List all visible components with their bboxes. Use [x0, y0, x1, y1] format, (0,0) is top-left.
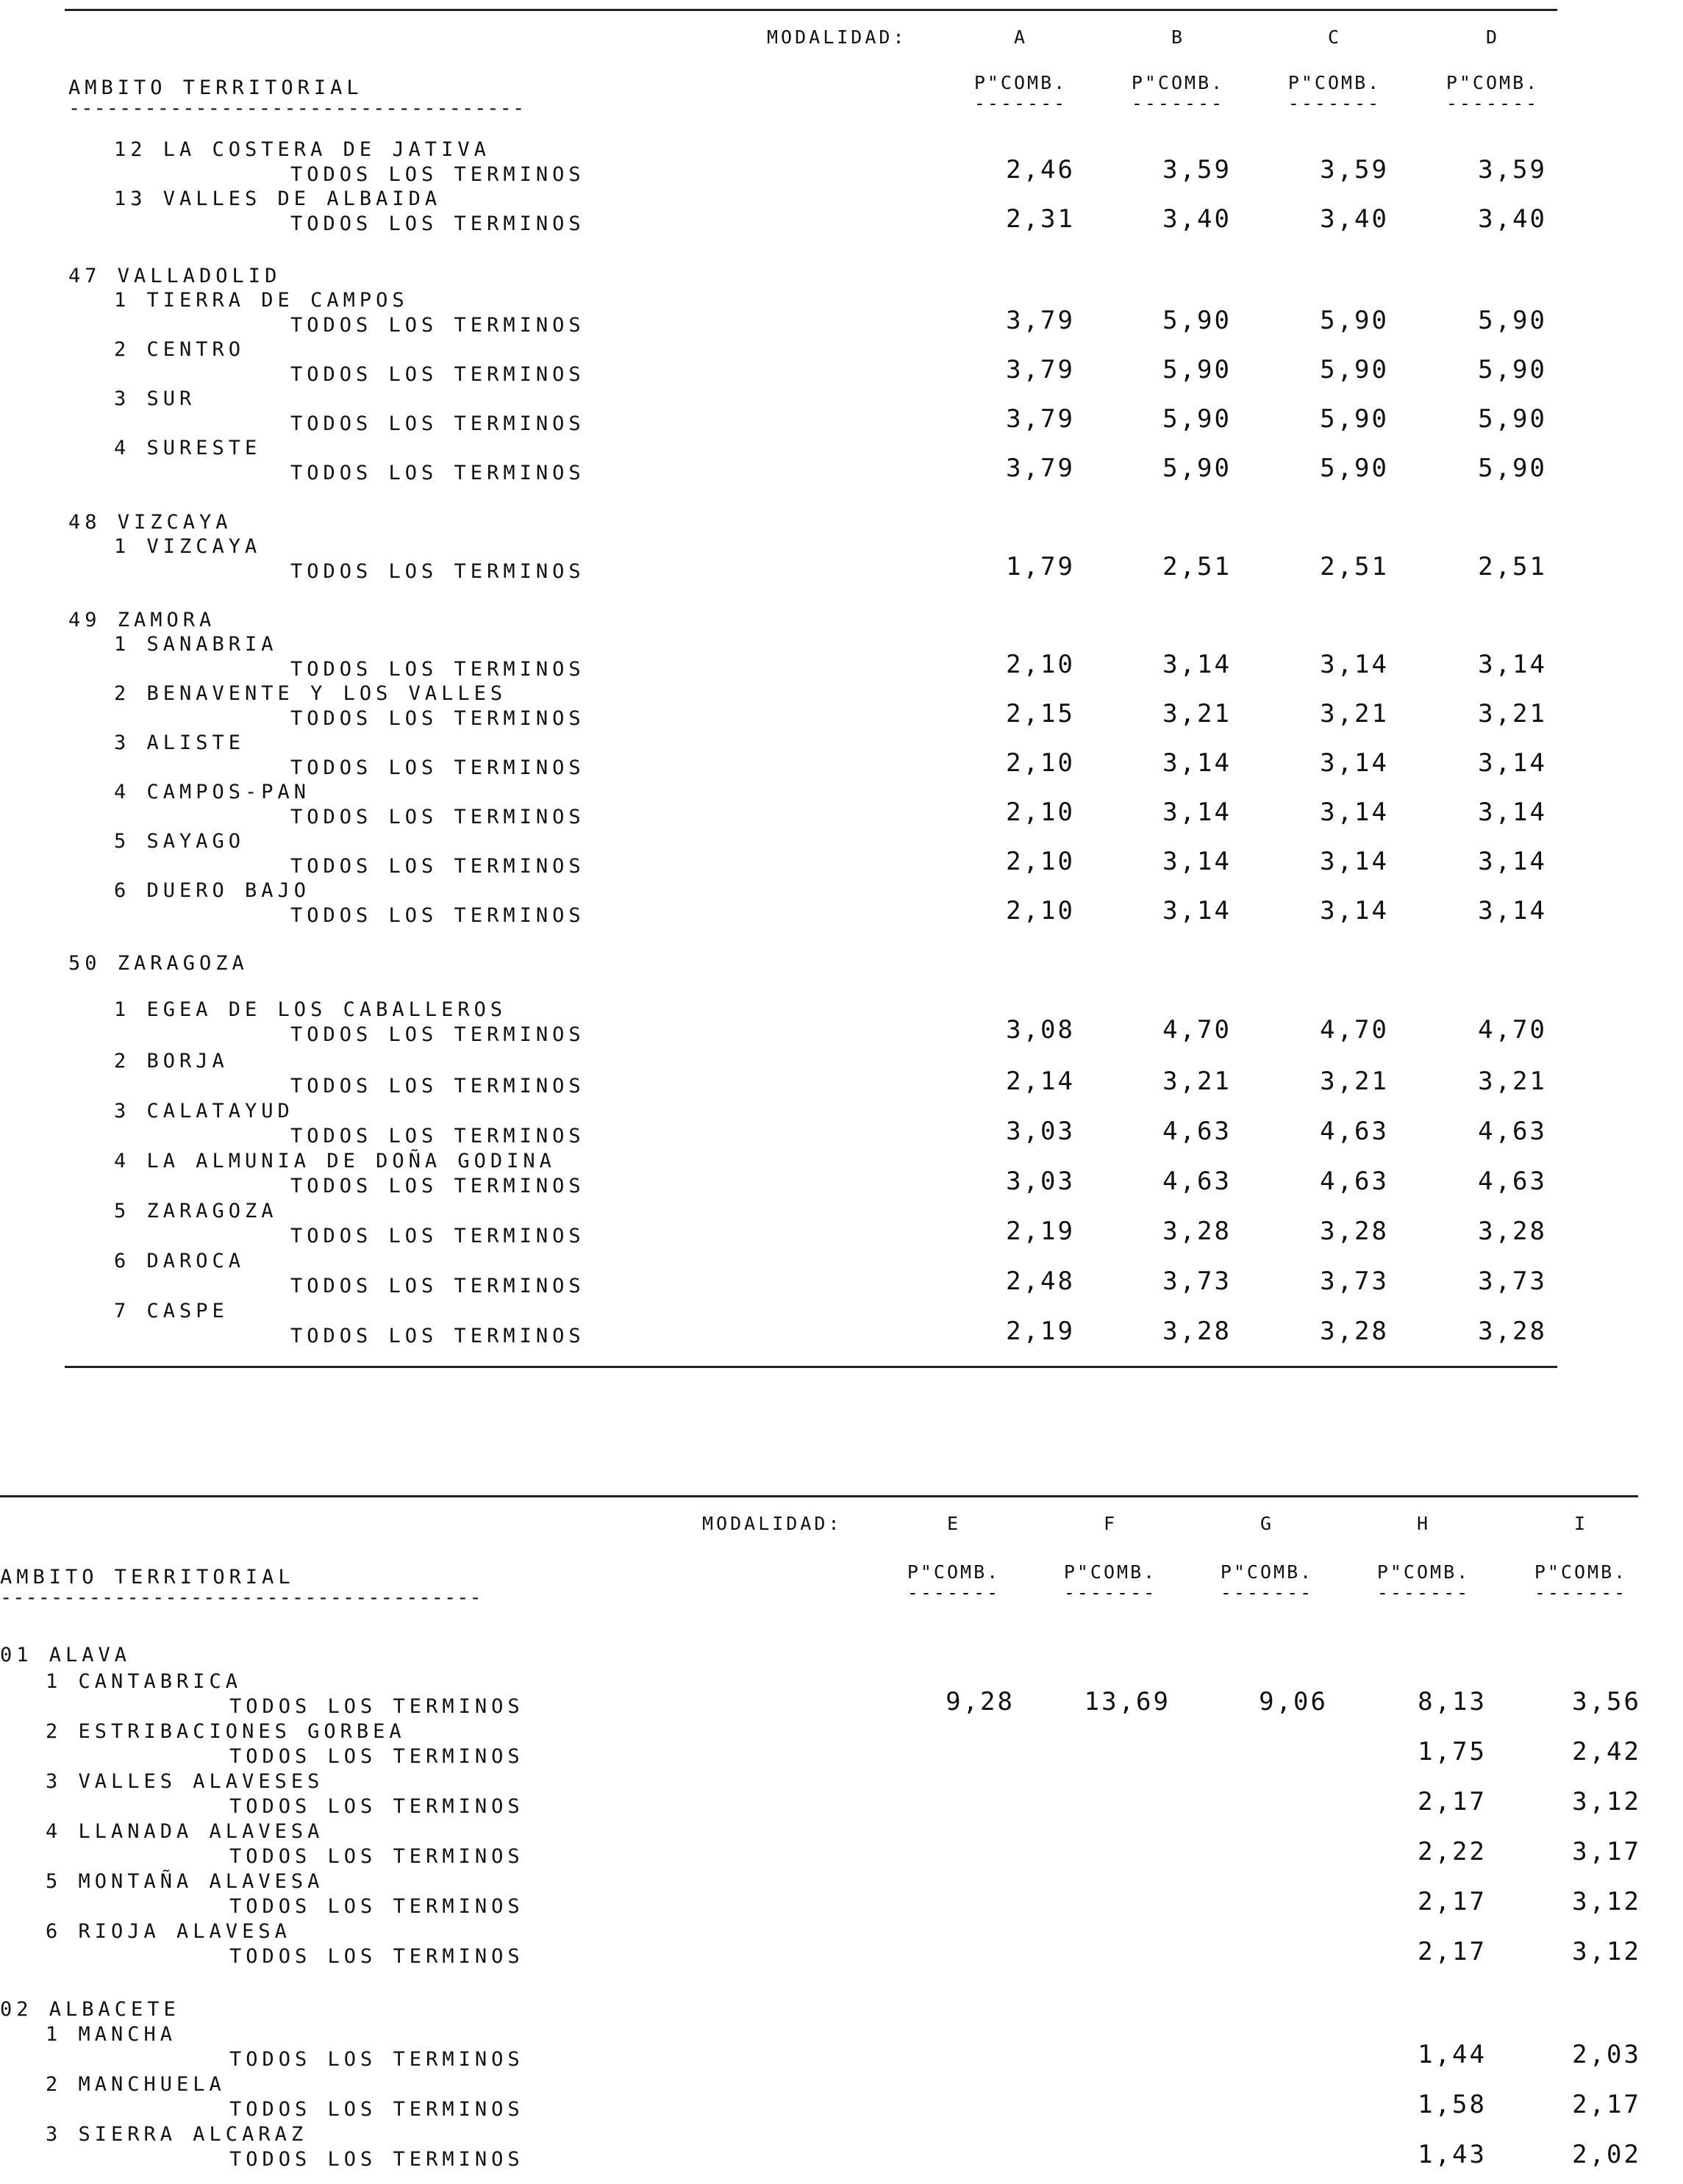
premium-value: 3,14 — [1478, 798, 1547, 827]
premium-value: 2,10 — [1006, 847, 1075, 876]
premium-value: 2,19 — [1006, 1317, 1075, 1346]
premium-value: 3,12 — [1572, 1887, 1641, 1916]
terminos-label: TODOS LOS TERMINOS — [290, 1325, 585, 1347]
premium-value: 3,21 — [1320, 1067, 1389, 1096]
province-label: 49 ZAMORA — [68, 609, 216, 631]
premium-value: 3,12 — [1572, 1787, 1641, 1816]
comarca-label: 1 CANTABRICA — [46, 1670, 243, 1693]
terminos-label: TODOS LOS TERMINOS — [290, 212, 585, 235]
premium-value: 3,28 — [1320, 1217, 1389, 1246]
comarca-label: 1 SANABRIA — [114, 633, 278, 656]
premium-value: 3,79 — [1006, 355, 1075, 384]
modalidad-letter: I — [1573, 1513, 1588, 1534]
premium-value: 3,28 — [1320, 1317, 1389, 1346]
comarca-label: 2 BORJA — [114, 1050, 229, 1073]
terminos-label: TODOS LOS TERMINOS — [290, 412, 585, 435]
premium-value: 3,14 — [1320, 896, 1389, 925]
bottom-rule — [65, 1366, 1557, 1368]
terminos-label: TODOS LOS TERMINOS — [290, 163, 585, 186]
modalidad-letter: E — [946, 1513, 961, 1534]
modalidad-label: MODALIDAD: — [767, 26, 907, 48]
column-header: P"COMB. — [1220, 1561, 1314, 1583]
premium-value: 2,22 — [1418, 1837, 1487, 1866]
terminos-label: TODOS LOS TERMINOS — [290, 855, 585, 878]
premium-value: 3,73 — [1162, 1267, 1232, 1296]
premium-value: 5,90 — [1320, 355, 1389, 384]
premium-value: 4,63 — [1320, 1167, 1389, 1196]
column-header-underline: ------- — [1446, 93, 1540, 114]
column-header-underline: ------- — [1287, 93, 1382, 114]
comarca-label: 7 CASPE — [114, 1300, 229, 1322]
premium-value: 9,06 — [1259, 1687, 1328, 1716]
premium-value: 3,03 — [1006, 1167, 1075, 1196]
comarca-label: 6 RIOJA ALAVESA — [46, 1920, 291, 1943]
premium-value: 4,70 — [1320, 1015, 1389, 1045]
premium-value: 3,17 — [1572, 1837, 1641, 1866]
comarca-label: 4 SURESTE — [114, 437, 262, 459]
premium-value: 2,42 — [1572, 1737, 1641, 1766]
modalidad-letter: G — [1259, 1513, 1274, 1534]
comarca-label: 2 BENAVENTE Y LOS VALLES — [114, 682, 507, 705]
terminos-label: TODOS LOS TERMINOS — [290, 1275, 585, 1297]
premium-value: 3,14 — [1320, 847, 1389, 876]
terminos-label: TODOS LOS TERMINOS — [229, 1795, 524, 1818]
premium-value: 3,28 — [1162, 1317, 1232, 1346]
column-header-underline: ------- — [1131, 93, 1225, 114]
terminos-label: TODOS LOS TERMINOS — [229, 2098, 524, 2121]
premium-value: 3,59 — [1162, 155, 1232, 185]
premium-value: 3,40 — [1162, 204, 1232, 234]
terminos-label: TODOS LOS TERMINOS — [229, 2148, 524, 2171]
comarca-label: 6 DAROCA — [114, 1250, 246, 1272]
modalidad-letter: D — [1485, 26, 1500, 48]
premium-value: 3,08 — [1006, 1015, 1075, 1045]
premium-value: 3,79 — [1006, 404, 1075, 434]
premium-value: 1,79 — [1006, 552, 1075, 581]
premium-value: 3,28 — [1478, 1217, 1547, 1246]
premium-value: 2,51 — [1320, 552, 1389, 581]
premium-value: 3,79 — [1006, 454, 1075, 483]
premium-value: 2,46 — [1006, 155, 1075, 185]
premium-value: 3,14 — [1478, 896, 1547, 925]
column-header-underline: ------- — [973, 93, 1068, 114]
premium-value: 2,14 — [1006, 1067, 1075, 1096]
premium-value: 3,21 — [1478, 1067, 1547, 1096]
terminos-label: TODOS LOS TERMINOS — [290, 560, 585, 583]
terminos-label: TODOS LOS TERMINOS — [290, 658, 585, 681]
terminos-label: TODOS LOS TERMINOS — [229, 1945, 524, 1968]
premium-value: 3,12 — [1572, 1937, 1641, 1966]
premium-value: 3,03 — [1006, 1117, 1075, 1146]
comarca-label: 12 LA COSTERA DE JATIVA — [114, 138, 490, 161]
comarca-label: 3 SIERRA ALCARAZ — [46, 2123, 308, 2146]
premium-value: 3,14 — [1162, 650, 1232, 679]
ambito-territorial-heading: AMBITO TERRITORIAL — [0, 1566, 295, 1589]
premium-value: 2,51 — [1162, 552, 1232, 581]
premium-value: 5,90 — [1162, 454, 1232, 483]
province-label: 02 ALBACETE — [0, 1998, 180, 2021]
premium-value: 1,44 — [1418, 2040, 1487, 2069]
comarca-label: 4 LA ALMUNIA DE DOÑA GODINA — [114, 1150, 556, 1172]
column-header-underline: ------- — [1534, 1582, 1628, 1603]
premium-value: 3,14 — [1162, 896, 1232, 925]
premium-value: 3,14 — [1162, 798, 1232, 827]
comarca-label: 2 ESTRIBACIONES GORBEA — [46, 1720, 406, 1743]
province-label: 48 VIZCAYA — [68, 511, 232, 534]
column-header-underline: ------- — [1063, 1582, 1157, 1603]
comarca-label: 1 MANCHA — [46, 2023, 177, 2046]
premium-value: 5,90 — [1320, 306, 1389, 335]
comarca-label: 5 MONTAÑA ALAVESA — [46, 1870, 324, 1893]
column-header-underline: ------- — [1220, 1582, 1314, 1603]
province-label: 01 ALAVA — [0, 1644, 132, 1666]
column-header-underline: ------- — [907, 1582, 1001, 1603]
premium-value: 4,63 — [1478, 1117, 1547, 1146]
premium-value: 2,19 — [1006, 1217, 1075, 1246]
premium-value: 3,14 — [1162, 748, 1232, 778]
premium-value: 4,63 — [1320, 1117, 1389, 1146]
premium-value: 3,21 — [1320, 699, 1389, 728]
comarca-label: 3 SUR — [114, 387, 196, 410]
premium-value: 8,13 — [1418, 1687, 1487, 1716]
premium-value: 3,14 — [1320, 650, 1389, 679]
premium-value: 5,90 — [1478, 404, 1547, 434]
comarca-label: 1 TIERRA DE CAMPOS — [114, 289, 409, 312]
premium-value: 5,90 — [1162, 404, 1232, 434]
premium-value: 5,90 — [1478, 454, 1547, 483]
comarca-label: 3 CALATAYUD — [114, 1100, 294, 1123]
premium-value: 4,63 — [1478, 1167, 1547, 1196]
premium-value: 1,43 — [1418, 2140, 1487, 2169]
premium-value: 2,17 — [1418, 1887, 1487, 1916]
terminos-label: TODOS LOS TERMINOS — [229, 1895, 524, 1918]
premium-value: 3,21 — [1162, 699, 1232, 728]
ambito-territorial-heading: AMBITO TERRITORIAL — [68, 76, 363, 99]
terminos-label: TODOS LOS TERMINOS — [229, 1845, 524, 1868]
comarca-label: 1 VIZCAYA — [114, 535, 262, 558]
modalidad-letter: F — [1103, 1513, 1118, 1534]
terminos-label: TODOS LOS TERMINOS — [290, 806, 585, 828]
terminos-label: TODOS LOS TERMINOS — [290, 904, 585, 927]
premium-value: 1,75 — [1418, 1737, 1487, 1766]
premium-value: 5,90 — [1320, 454, 1389, 483]
premium-value: 3,73 — [1320, 1267, 1389, 1296]
ambito-territorial-underline: ------------------------------------ — [68, 97, 526, 120]
terminos-label: TODOS LOS TERMINOS — [229, 2048, 524, 2071]
premium-value: 2,10 — [1006, 798, 1075, 827]
terminos-label: TODOS LOS TERMINOS — [290, 1125, 585, 1148]
modalidad-letter: C — [1327, 26, 1342, 48]
comarca-label: 4 LLANADA ALAVESA — [46, 1820, 324, 1843]
comarca-label: 4 CAMPOS-PAN — [114, 781, 311, 803]
comarca-label: 2 MANCHUELA — [46, 2073, 226, 2096]
premium-value: 3,73 — [1478, 1267, 1547, 1296]
premium-value: 3,14 — [1478, 847, 1547, 876]
province-label: 50 ZARAGOZA — [68, 952, 249, 975]
premium-value: 3,40 — [1478, 204, 1547, 234]
terminos-label: TODOS LOS TERMINOS — [229, 1695, 524, 1718]
premium-value: 3,28 — [1162, 1217, 1232, 1246]
premium-value: 3,28 — [1478, 1317, 1547, 1346]
premium-value: 9,28 — [946, 1687, 1015, 1716]
terminos-label: TODOS LOS TERMINOS — [290, 707, 585, 730]
premium-value: 3,14 — [1320, 798, 1389, 827]
premium-value: 3,40 — [1320, 204, 1389, 234]
top-rule — [0, 1495, 1638, 1497]
premium-value: 3,56 — [1572, 1687, 1641, 1716]
column-header: P"COMB. — [973, 72, 1068, 93]
premium-value: 2,48 — [1006, 1267, 1075, 1296]
premium-value: 5,90 — [1478, 306, 1547, 335]
column-header: P"COMB. — [1131, 72, 1225, 93]
terminos-label: TODOS LOS TERMINOS — [290, 756, 585, 779]
ambito-territorial-underline: -------------------------------------- — [0, 1586, 482, 1609]
premium-value: 5,90 — [1162, 306, 1232, 335]
comarca-label: 5 ZARAGOZA — [114, 1200, 278, 1222]
modalidad-letter: B — [1171, 26, 1185, 48]
terminos-label: TODOS LOS TERMINOS — [229, 1745, 524, 1768]
comarca-label: 13 VALLES DE ALBAIDA — [114, 187, 442, 210]
column-header: P"COMB. — [1287, 72, 1382, 93]
terminos-label: TODOS LOS TERMINOS — [290, 462, 585, 484]
premium-value: 2,17 — [1418, 1787, 1487, 1816]
comarca-label: 3 ALISTE — [114, 731, 246, 754]
column-header: P"COMB. — [1376, 1561, 1471, 1583]
premium-value: 3,14 — [1162, 847, 1232, 876]
comarca-label: 3 VALLES ALAVESES — [46, 1770, 324, 1793]
premium-value: 4,63 — [1162, 1117, 1232, 1146]
premium-value: 4,63 — [1162, 1167, 1232, 1196]
terminos-label: TODOS LOS TERMINOS — [290, 1023, 585, 1046]
terminos-label: TODOS LOS TERMINOS — [290, 363, 585, 386]
terminos-label: TODOS LOS TERMINOS — [290, 1075, 585, 1098]
column-header: P"COMB. — [907, 1561, 1001, 1583]
premium-value: 3,59 — [1478, 155, 1547, 185]
premium-value: 2,51 — [1478, 552, 1547, 581]
premium-value: 5,90 — [1478, 355, 1547, 384]
comarca-label: 2 CENTRO — [114, 338, 246, 361]
premium-value: 2,10 — [1006, 896, 1075, 925]
premium-value: 2,03 — [1572, 2040, 1641, 2069]
premium-value: 2,31 — [1006, 204, 1075, 234]
premium-value: 13,69 — [1084, 1687, 1171, 1716]
premium-value: 2,02 — [1572, 2140, 1641, 2169]
premium-value: 5,90 — [1320, 404, 1389, 434]
premium-value: 3,14 — [1478, 650, 1547, 679]
column-header: P"COMB. — [1534, 1561, 1628, 1583]
column-header: P"COMB. — [1063, 1561, 1157, 1583]
premium-value: 5,90 — [1162, 355, 1232, 384]
premium-value: 3,14 — [1320, 748, 1389, 778]
terminos-label: TODOS LOS TERMINOS — [290, 314, 585, 337]
premium-value: 1,58 — [1418, 2090, 1487, 2119]
premium-value: 3,21 — [1162, 1067, 1232, 1096]
column-header: P"COMB. — [1446, 72, 1540, 93]
premium-value: 3,79 — [1006, 306, 1075, 335]
province-label: 47 VALLADOLID — [68, 265, 282, 287]
premium-value: 4,70 — [1478, 1015, 1547, 1045]
premium-value: 4,70 — [1162, 1015, 1232, 1045]
terminos-label: TODOS LOS TERMINOS — [290, 1175, 585, 1197]
modalidad-label: MODALIDAD: — [702, 1513, 843, 1534]
premium-value: 2,17 — [1572, 2090, 1641, 2119]
premium-value: 3,14 — [1478, 748, 1547, 778]
modalidad-letter: H — [1416, 1513, 1431, 1534]
modalidad-letter: A — [1013, 26, 1028, 48]
comarca-label: 5 SAYAGO — [114, 830, 246, 853]
premium-value: 2,15 — [1006, 699, 1075, 728]
terminos-label: TODOS LOS TERMINOS — [290, 1225, 585, 1247]
premium-value: 2,10 — [1006, 650, 1075, 679]
premium-value: 2,17 — [1418, 1937, 1487, 1966]
comarca-label: 6 DUERO BAJO — [114, 879, 311, 902]
premium-value: 2,10 — [1006, 748, 1075, 778]
premium-value: 3,59 — [1320, 155, 1389, 185]
premium-value: 3,21 — [1478, 699, 1547, 728]
top-rule — [65, 9, 1557, 11]
column-header-underline: ------- — [1376, 1582, 1471, 1603]
comarca-label: 1 EGEA DE LOS CABALLEROS — [114, 998, 507, 1021]
